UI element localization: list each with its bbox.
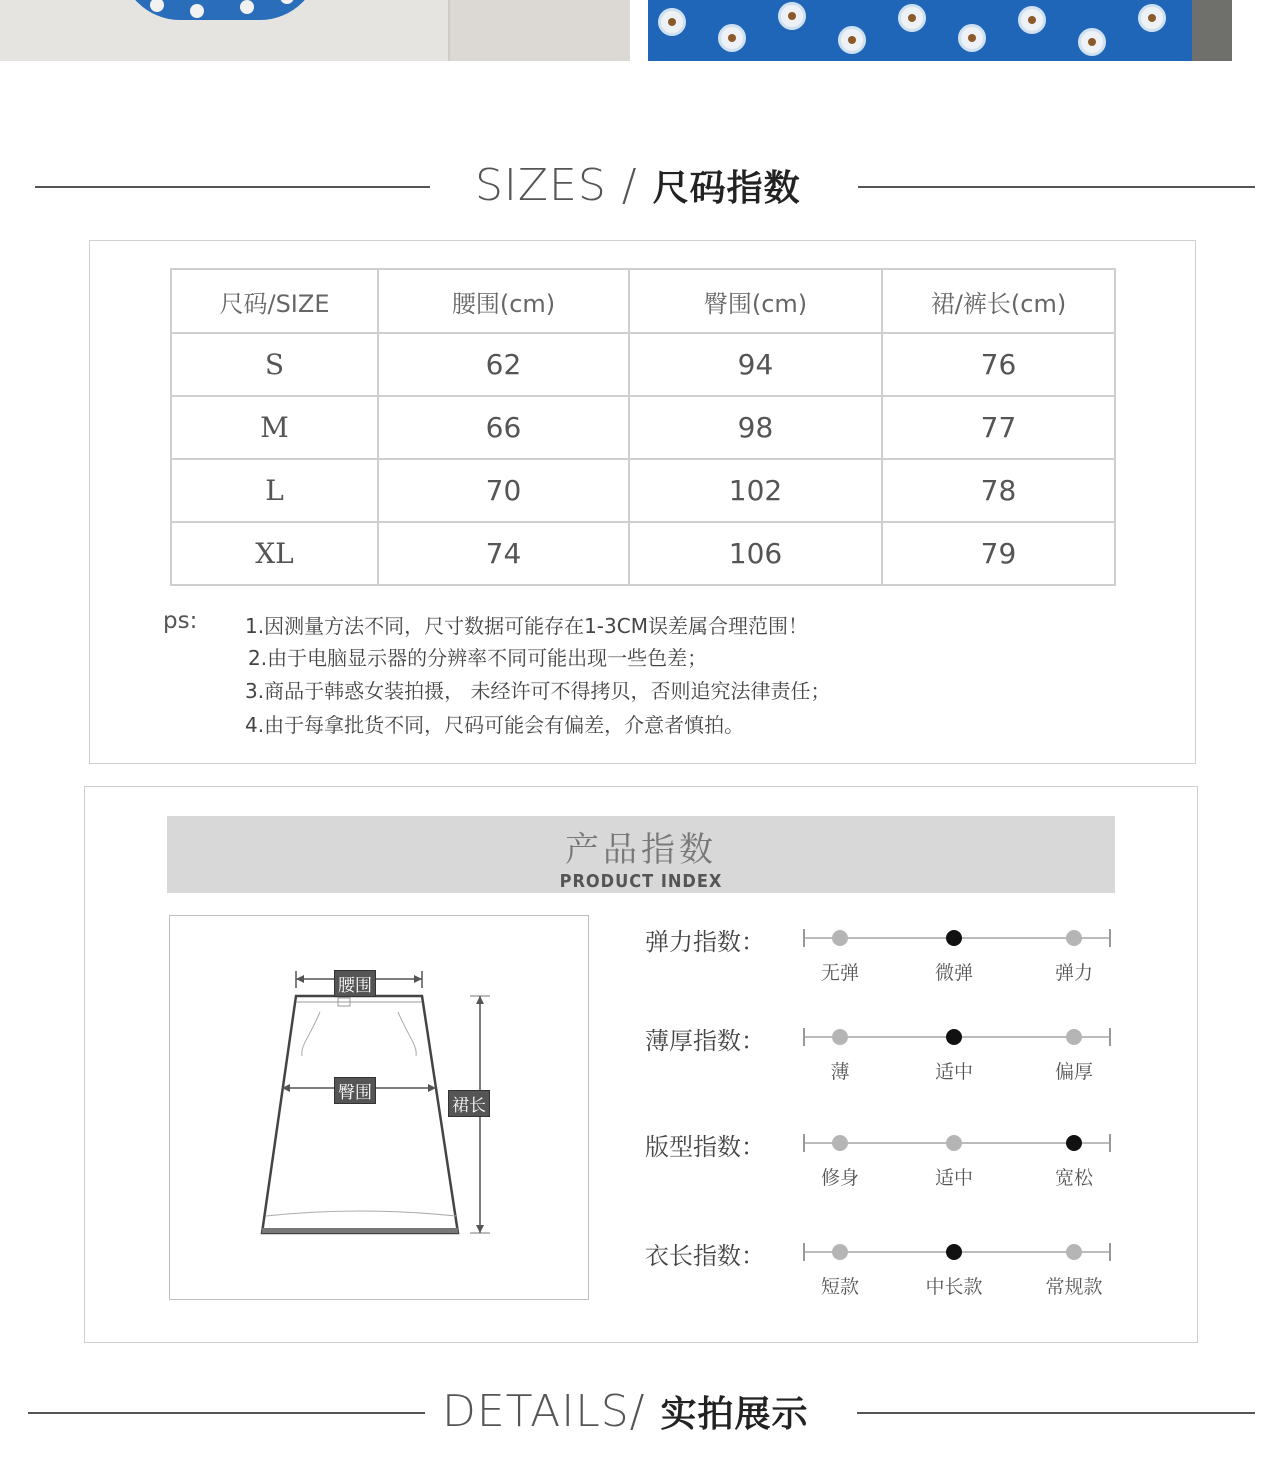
index-label: 薄厚指数：	[645, 1027, 765, 1055]
size-table-header-row	[171, 269, 1115, 333]
details-heading-cn: 实拍展示	[660, 1394, 809, 1435]
sizes-heading-en: SIZES	[475, 160, 607, 211]
product-index-subtitle: PRODUCT INDEX	[559, 871, 723, 892]
heading-rule-right-2	[857, 1412, 1255, 1414]
index-dot-selected	[1066, 1135, 1082, 1151]
table-row	[171, 396, 1115, 459]
index-scale-tick	[803, 1028, 805, 1046]
index-dot	[832, 1029, 848, 1045]
waist-cell: 70	[378, 459, 629, 522]
heading-rule-right	[858, 186, 1255, 188]
index-scale-tick	[803, 1134, 805, 1152]
index-scale-tick	[803, 1243, 805, 1261]
index-dot	[832, 930, 848, 946]
index-scale-tick	[1109, 1134, 1111, 1152]
index-option-label: 弹力	[1054, 962, 1093, 984]
hip-cell: 98	[629, 396, 882, 459]
note-line-2: 2.由于电脑显示器的分辨率不同可能出现一些色差；	[248, 646, 708, 670]
length-cell: 79	[882, 522, 1115, 585]
index-dot	[832, 1244, 848, 1260]
waist-cell: 66	[378, 396, 629, 459]
length-cell: 77	[882, 396, 1115, 459]
index-option-label: 宽松	[1054, 1167, 1093, 1189]
index-option-label: 微弹	[934, 962, 973, 984]
product-index-title: 产品指数	[565, 830, 717, 870]
index-option-label: 适中	[934, 1061, 973, 1083]
sizes-heading	[475, 160, 801, 211]
waist-label: 腰围	[334, 970, 376, 997]
size-cell: XL	[171, 522, 378, 585]
hip-cell: 94	[629, 333, 882, 396]
index-dot	[832, 1135, 848, 1151]
index-scale-tick	[803, 929, 805, 947]
note-line-3: 3.商品于韩惑女装拍摄， 未经许可不得拷贝，否则追究法律责任；	[245, 679, 831, 703]
length-label: 裙长	[448, 1090, 490, 1117]
skirt-illustration	[170, 916, 588, 1299]
details-heading	[442, 1386, 809, 1437]
index-label: 版型指数：	[645, 1133, 765, 1161]
index-dot	[946, 1135, 962, 1151]
product-index-banner	[167, 816, 1115, 893]
details-heading-sep: /	[629, 1386, 661, 1437]
index-option-label: 适中	[934, 1167, 973, 1189]
length-cell: 78	[882, 459, 1115, 522]
size-cell: S	[171, 333, 378, 396]
product-photo-right	[648, 0, 1232, 61]
index-option-label: 短款	[820, 1276, 859, 1298]
index-scale-tick	[1109, 929, 1111, 947]
note-line-1: 1.因测量方法不同，尺寸数据可能存在1-3CM误差属合理范围！	[245, 614, 808, 638]
index-dot-selected	[946, 1029, 962, 1045]
index-label: 衣长指数：	[645, 1242, 765, 1270]
index-label: 弹力指数：	[645, 928, 765, 956]
header-size: 尺码/SIZE	[171, 269, 378, 333]
index-dot-selected	[946, 930, 962, 946]
index-scale-tick	[1109, 1243, 1111, 1261]
size-table	[170, 268, 1116, 586]
index-dot	[1066, 1244, 1082, 1260]
sizes-heading-sep: /	[606, 160, 653, 211]
index-option-label: 常规款	[1045, 1276, 1103, 1298]
heading-rule-left	[35, 186, 430, 188]
sizes-heading-cn: 尺码指数	[652, 168, 801, 209]
table-row	[171, 522, 1115, 585]
size-cell: M	[171, 396, 378, 459]
notes-label: ps:	[163, 608, 198, 634]
index-option-label: 中长款	[925, 1276, 983, 1298]
hip-cell: 102	[629, 459, 882, 522]
waist-cell: 62	[378, 333, 629, 396]
index-option-label: 无弹	[820, 962, 859, 984]
table-row	[171, 459, 1115, 522]
size-cell: L	[171, 459, 378, 522]
waist-cell: 74	[378, 522, 629, 585]
index-option-label: 偏厚	[1054, 1061, 1093, 1083]
hip-cell: 106	[629, 522, 882, 585]
header-waist: 腰围(cm)	[378, 269, 629, 333]
index-dot	[1066, 1029, 1082, 1045]
product-photo-left	[0, 0, 630, 61]
note-line-4: 4.由于每拿批货不同，尺码可能会有偏差，介意者慎拍。	[245, 713, 745, 737]
index-scale-tick	[1109, 1028, 1111, 1046]
fabric-pattern	[120, 0, 320, 20]
hip-label: 臀围	[334, 1077, 376, 1104]
index-option-label: 修身	[820, 1167, 859, 1189]
length-cell: 76	[882, 333, 1115, 396]
details-heading-en: DETAILS	[442, 1386, 630, 1437]
bag	[1192, 0, 1232, 61]
background-wall	[448, 0, 630, 61]
index-dot	[1066, 930, 1082, 946]
index-dot-selected	[946, 1244, 962, 1260]
header-length: 裙/裤长(cm)	[882, 269, 1115, 333]
index-option-label: 薄	[830, 1061, 850, 1083]
table-row	[171, 333, 1115, 396]
header-hip: 臀围(cm)	[629, 269, 882, 333]
heading-rule-left-2	[28, 1412, 425, 1414]
skirt-diagram	[169, 915, 589, 1300]
